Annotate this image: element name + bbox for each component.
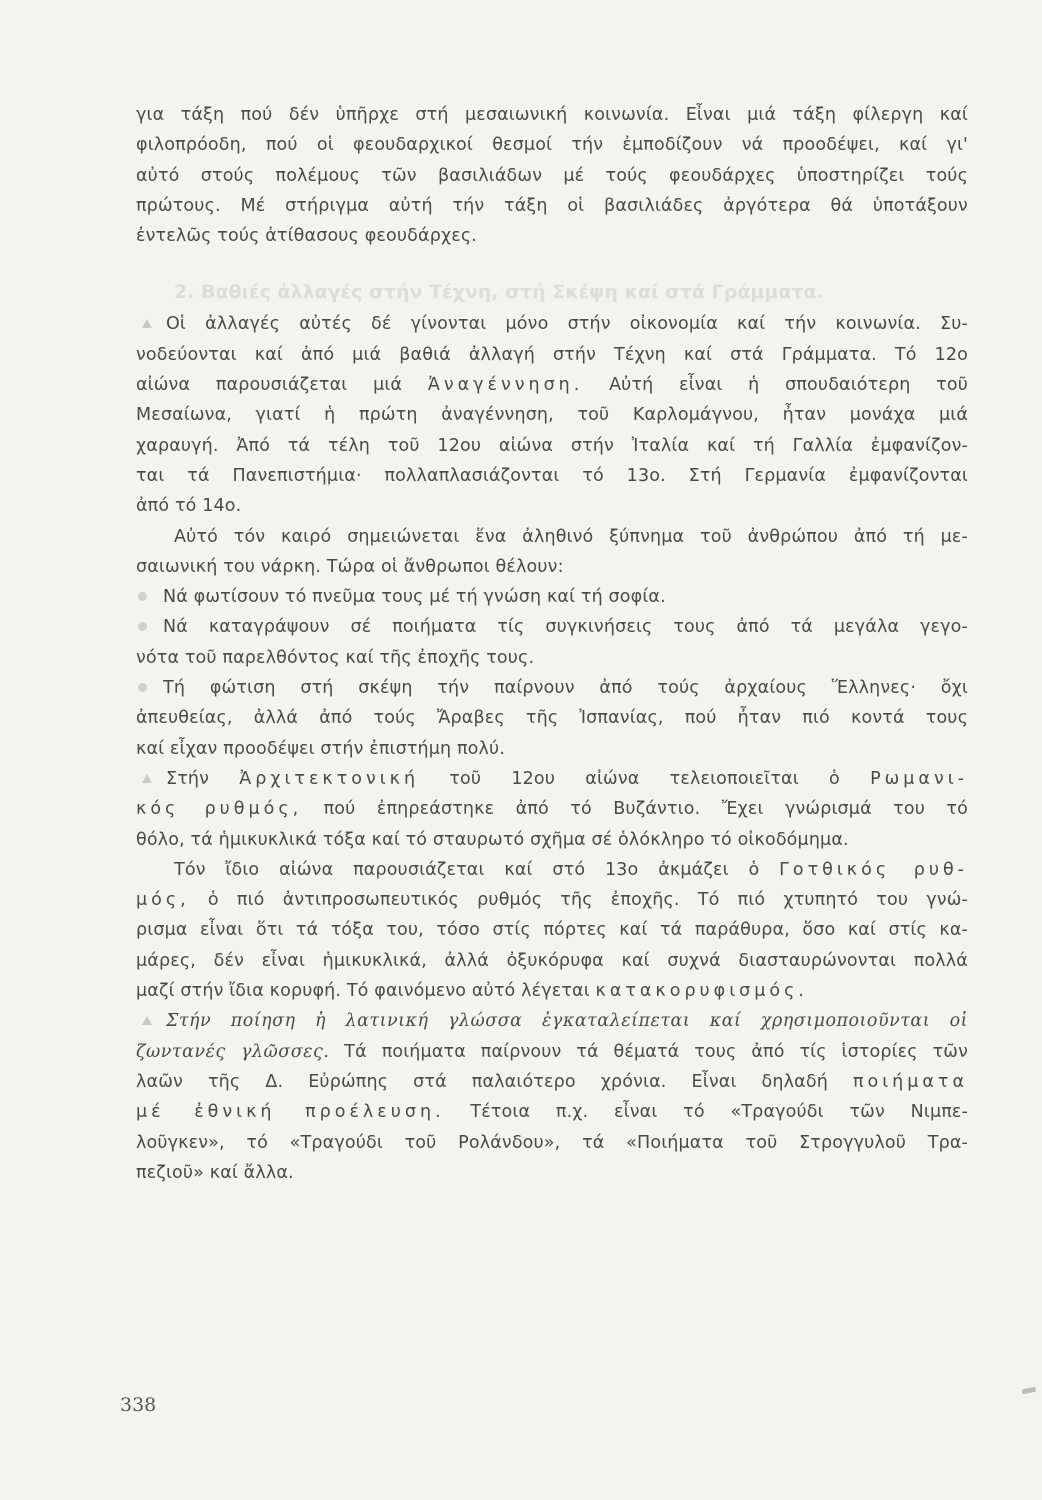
text-line: αὐτό στούς πολέμους τῶν βασιλιάδων μέ τούς φεουδάρχες ὑποστηρίζει τούς (136, 165, 968, 186)
text-line: πεζιοῦ» καί ἄλλα. (136, 1162, 294, 1183)
text-line: ρισμα εἶναι ὅτι τά τόξα του, τόσο στίς πόρτες καί τά παράθυρα, ὅσο καί στίς κα- (136, 920, 968, 941)
triangle-marker-icon (142, 319, 152, 328)
bullet-list (136, 582, 968, 764)
text-line: ἐντελῶς τούς ἀτίθασους φεουδάρχες. (136, 226, 477, 247)
text-line: θόλο, τά ἡμικυκλικά τόξα καί τό σταυρωτό σχῆμα σέ ὁλόκληρο τό οἰκοδόμημα. (136, 829, 849, 850)
text-line: μέ ἐθνική προέλευση. Τέτοια π.χ. εἶναι τό «Τραγούδι τῶν Νιμπε- (136, 1102, 969, 1123)
text-line: ἀπό τό 14ο. (136, 496, 242, 517)
text-line: μάρες, δέν εἶναι ἡμικυκλικά, ἀλλά ὀξυκόρυφα καί συχνά διασταυρώνονται πολλά (136, 950, 968, 971)
list-item: Νά καταγράψουν σέ ποιήματα τίς συγκινήσεις τους ἀπό τά μεγάλα γεγο- (136, 612, 968, 642)
text-line: Μεσαίωνα, γιατί ἡ πρώτη ἀναγέννηση, τοῦ Καρλομάγνου, ἦταν μονάχα μιά (136, 405, 968, 426)
paragraph-awakening (136, 522, 968, 583)
spaced-term: κατακορυφισμός. (595, 981, 808, 1002)
spaced-term: κός ρυθμός, (136, 799, 303, 820)
bullet-dot-icon (138, 592, 147, 601)
scan-speck (1022, 1387, 1037, 1395)
bullet-dot-icon (138, 683, 147, 692)
text-line: καί εἶχαν προοδέψει στήν ἐπιστήμη πολύ. (136, 738, 506, 759)
list-item: Τή φώτιση στή σκέψη τήν παίρνουν ἀπό τούς ἀρχαίους Ἕλληνες· ὄχι (136, 673, 968, 703)
section-heading: 2. Βαθιές ἀλλαγές στήν Τέχνη, στή Σκέψη καί στά Γράμματα. (174, 281, 824, 304)
page-body (136, 100, 968, 1188)
text-line (136, 1006, 968, 1036)
text-line: για τάξη πού δέν ὑπῆρχε στή μεσαιωνική κοινωνία. Εἶναι μιά τάξη φίλεργη καί (136, 105, 968, 125)
paragraph-poetry (136, 1006, 968, 1188)
text-line: Στήν Ἀρχιτεκτονική τοῦ 12ου αἰώνα τελειοποιεῖται ὁ Ρωμανι- (136, 764, 968, 794)
text-line: κός ρυθμός, πού ἐπηρεάστηκε ἀπό τό Βυζάντιο. Ἔχει γνώρισμά του τό (136, 799, 968, 820)
paragraph-changes (136, 309, 968, 521)
spaced-term: Ρωμανι- (870, 768, 968, 789)
paragraph-intro (136, 100, 968, 251)
paragraph-architecture (136, 764, 968, 855)
text-line: Αὐτό τόν καιρό σημειώνεται ἕνα ἀληθινό ξύπνημα τοῦ ἀνθρώπου ἀπό τή με- (174, 526, 968, 547)
text-line: ζωντανές γλῶσσες. Τά ποιήματα παίρνουν τά θέματά τους ἀπό τίς ἱστορίες τῶν (136, 1041, 968, 1062)
text-line: σαιωνική του νάρκη. Τώρα οἱ ἄνθρωποι θέλουν: (136, 556, 564, 577)
triangle-marker-icon (142, 774, 152, 783)
bullet-dot-icon (138, 622, 147, 631)
page-number: 338 (120, 1394, 157, 1416)
text-line: ται τά Πανεπιστήμια· πολλαπλασιάζονται τό 13ο. Στή Γερμανία ἐμφανίζονται (136, 465, 968, 486)
text-line: νότα τοῦ παρελθόντος καί τῆς ἐποχῆς τους. (136, 647, 535, 668)
spaced-term: Ἀρχιτεκτονική (239, 768, 420, 789)
spaced-term: μός, (136, 890, 190, 911)
list-item: Νά φωτίσουν τό πνεῦμα τους μέ τή γνώση καί τή σοφία. (136, 582, 968, 612)
text-line: Οἱ ἀλλαγές αὐτές δέ γίνονται μόνο στήν οἰκονομία καί τήν κοινωνία. Συ- (136, 309, 968, 339)
italic-text: Στήν ποίηση ἡ λατινική γλώσσα ἐγκαταλείπεται καί χρησιμοποιοῦνται οἱ (166, 1011, 968, 1032)
text-line: λαῶν τῆς Δ. Εὐρώπης στά παλαιότερο χρόνια. Εἶναι δηλαδή ποιήματα (136, 1071, 968, 1092)
triangle-marker-icon (142, 1016, 152, 1025)
text-line: λοῦγκεν», τό «Τραγούδι τοῦ Ρολάνδου», τά «Ποιήματα τοῦ Στρογγυλοῦ Τρα- (136, 1132, 968, 1153)
text-line: Τόν ἴδιο αἰώνα παρουσιάζεται καί στό 13ο ἀκμάζει ὁ Γοτθικός ρυθ- (174, 859, 968, 880)
text-line: ἀπευθείας, ἀλλά ἀπό τούς Ἄραβες τῆς Ἰσπανίας, πού ἦταν πιό κοντά τους (136, 708, 968, 729)
spaced-term: Γοτθικός ρυθ- (779, 859, 968, 880)
text-line: φιλοπρόοδη, πού οἱ φεουδαρχικοί θεσμοί τήν ἐμποδίζουν νά προοδέψει, καί γι' (136, 135, 968, 156)
text-line: νοδεύονται καί ἀπό μιά βαθιά ἀλλαγή στήν Τέχνη καί στά Γράμματα. Τό 12ο (136, 344, 968, 365)
text-line: χαραυγή. Ἀπό τά τέλη τοῦ 12ου αἰώνα στήν Ἰταλία καί τή Γαλλία ἐμφανίζον- (136, 435, 968, 456)
text-line: πρώτους. Μέ στήριγμα αὐτή τήν τάξη οἱ βασιλιάδες ἀργότερα θά ὑποτάξουν (136, 195, 968, 216)
spaced-term: ποιήματα (853, 1071, 968, 1092)
spaced-term: μέ ἐθνική προέλευση. (136, 1102, 445, 1123)
text-line: αἰώνα παρουσιάζεται μιά Ἀναγέννηση. Αὐτή εἶναι ἡ σπουδαιότερη τοῦ (136, 375, 968, 396)
spaced-term: Ἀναγέννηση. (427, 375, 584, 396)
paragraph-gothic (136, 855, 968, 1006)
text-line: μός, ὁ πιό ἀντιπροσωπευτικός ρυθμός τῆς ἐποχῆς. Τό πιό χτυπητό του γνώ- (136, 890, 968, 911)
italic-text: ζωντανές γλῶσσες. (136, 1041, 330, 1062)
text-line: μαζί στήν ἴδια κορυφή. Τό φαινόμενο αὐτό λέγεται κατακορυφισμός. (136, 981, 808, 1002)
